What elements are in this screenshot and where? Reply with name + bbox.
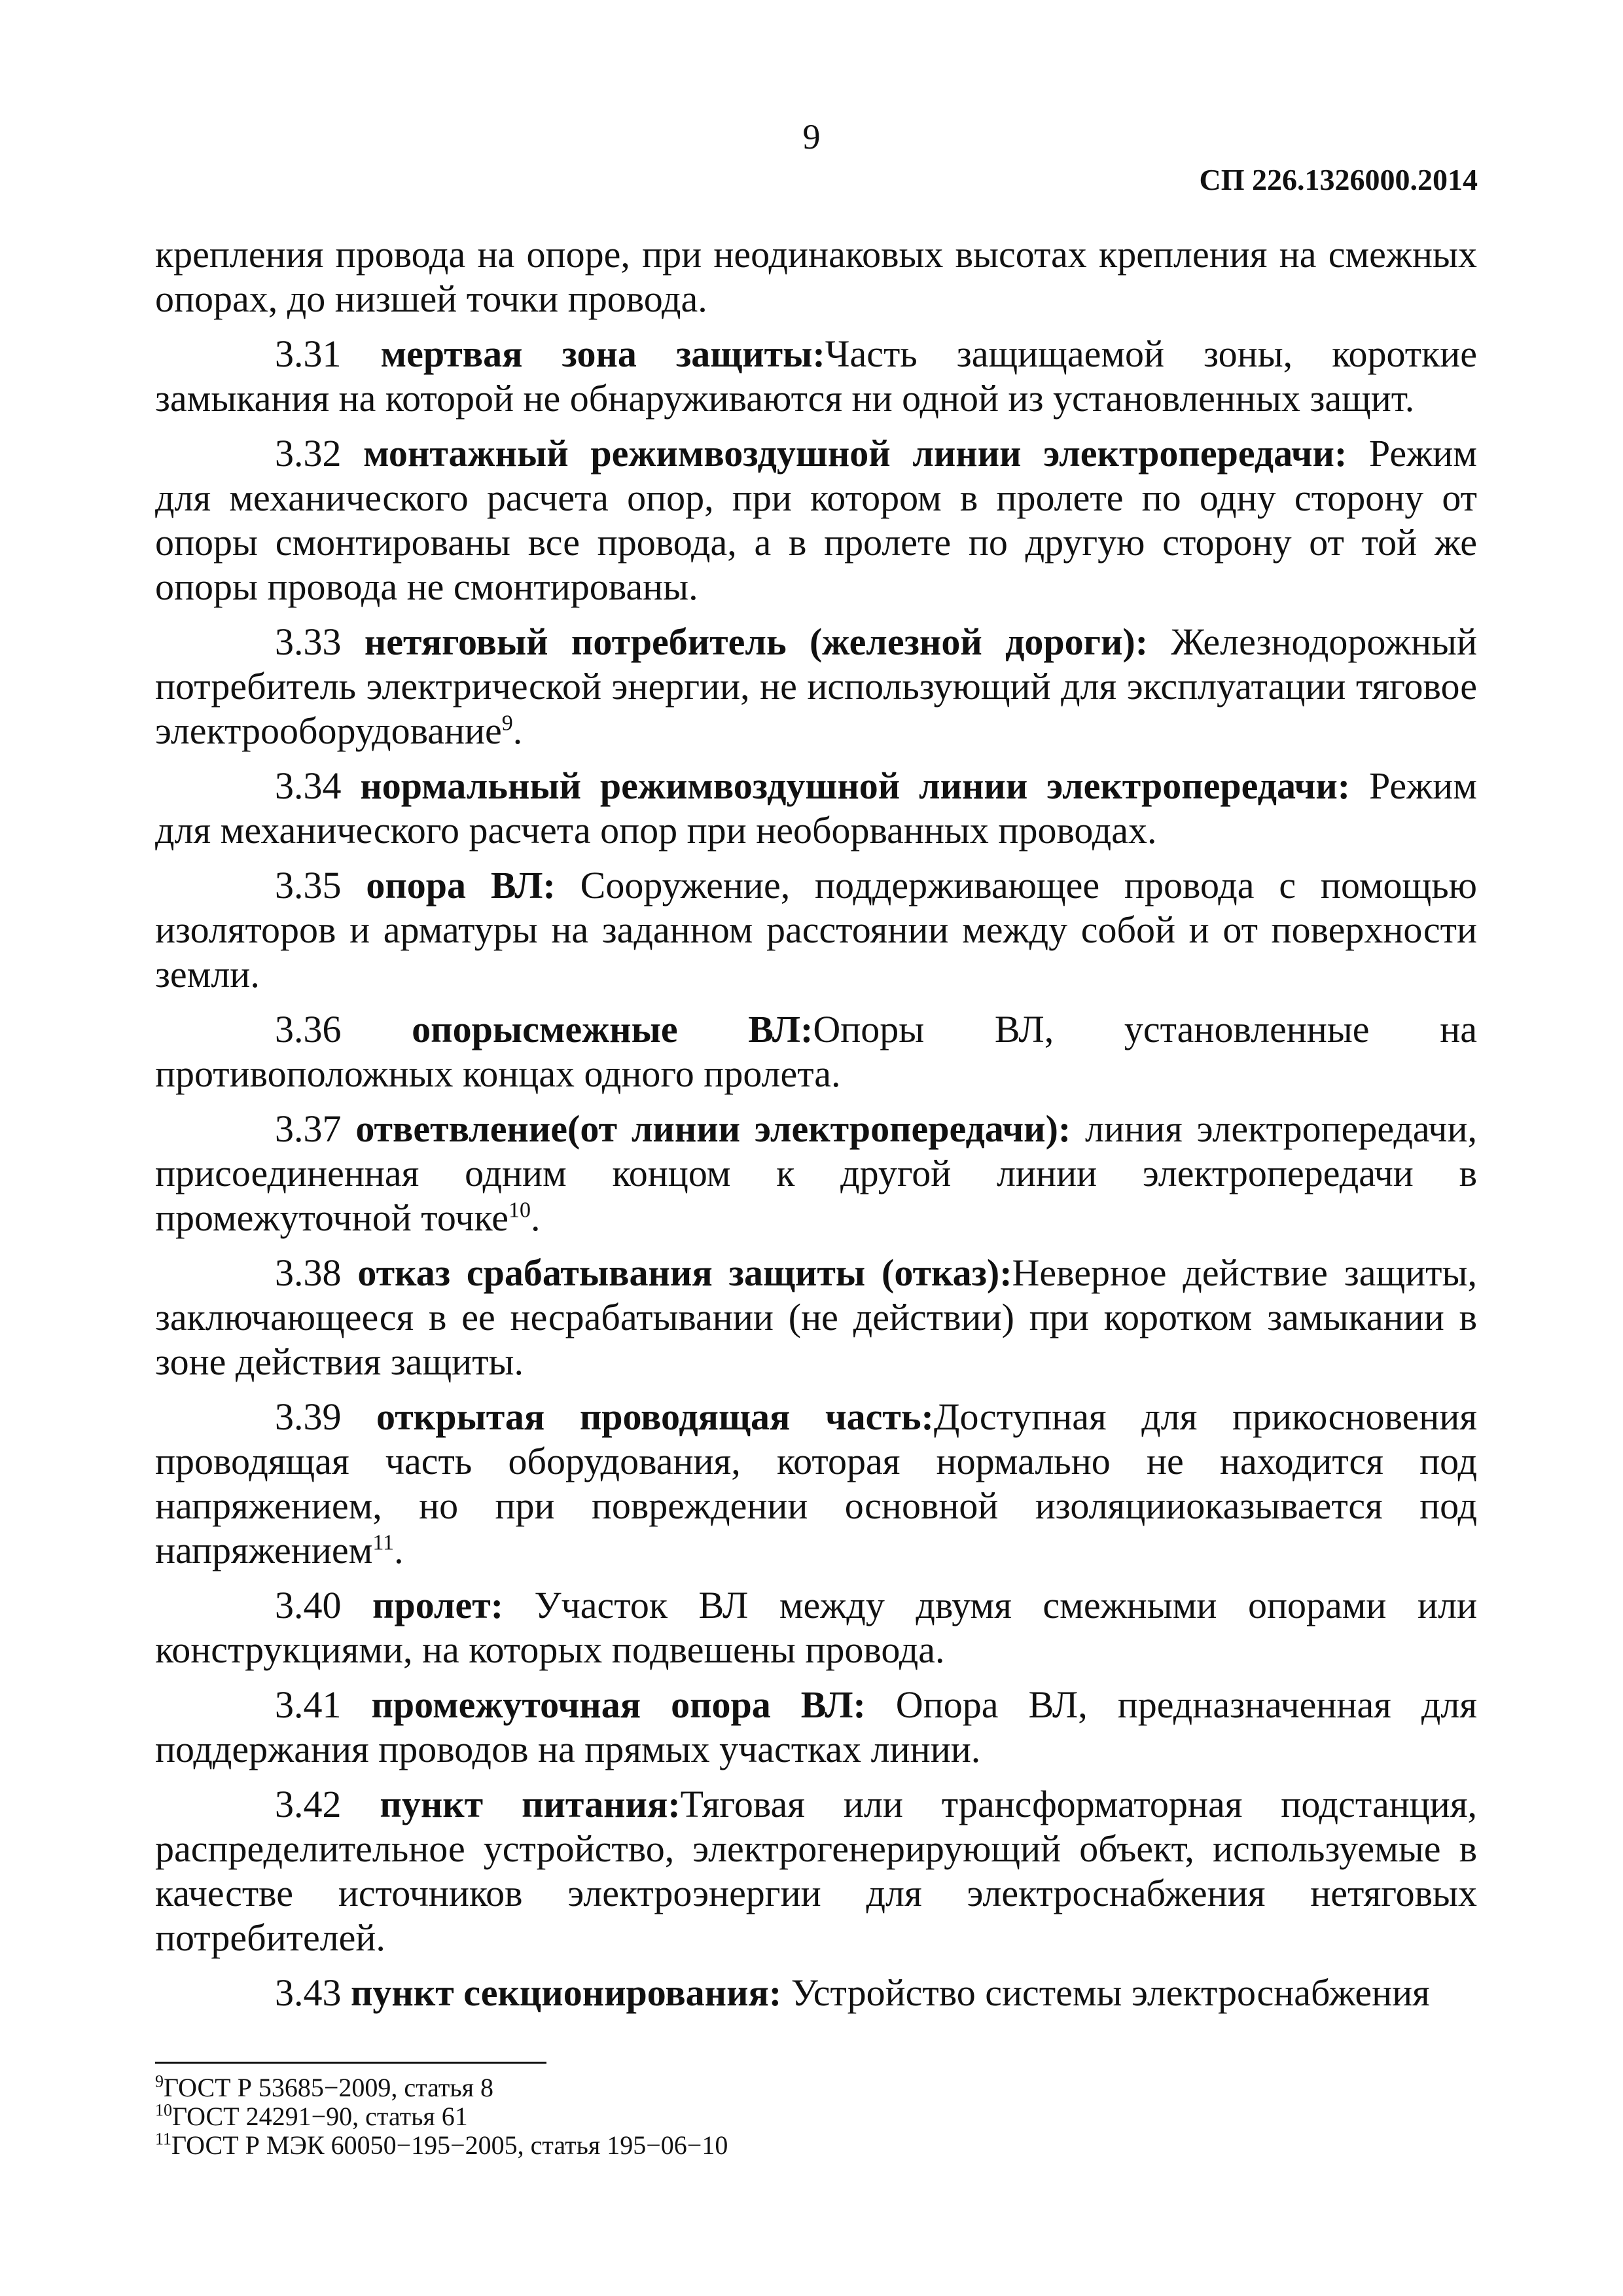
definition-entry xyxy=(155,1971,1477,2015)
entry-term: пункт питания: xyxy=(380,1783,681,1825)
entry-term: опора ВЛ: xyxy=(366,864,556,906)
entry-number: 3.34 xyxy=(275,764,342,807)
entry-term: монтажный режимвоздушной линии электропередачи: xyxy=(363,432,1347,475)
definition-entry: 3.37 ответвление(от линии электропередачи): линия электропередачи, присоединенная одним концом к другой линии электропередачи в промежуточной точке$^{10}$. xyxy=(155,1107,1477,1239)
entry-number: 3.40 xyxy=(275,1584,342,1626)
entry-definition: линия электропередачи, присоединенная одним концом к другой линии электропередачи в промежуточной точке xyxy=(155,1107,1477,1239)
document-body xyxy=(155,232,1477,2026)
definition-entry: 3.33 нетяговый потребитель (железной дороги): Железнодорожный потребитель электрической энергии, не использующий для эксплуатации тяговое электрооборудование$^9$. xyxy=(155,620,1478,752)
entry-definition: Часть защищаемой зоны, короткие замыкания на которой не обнаруживаются ни одной из установленных защит. xyxy=(155,332,1478,420)
entry-term: опорысмежные ВЛ: xyxy=(412,1008,813,1050)
entry-definition: Сооружение, поддерживающее провода с помощью изоляторов и арматуры на заданном расстоянии между собой и от поверхности земли. xyxy=(155,864,1477,996)
entry-number: 3.39 xyxy=(275,1395,342,1438)
entry-number: 3.38 xyxy=(275,1251,342,1294)
footnote-text: ГОСТ Р МЭК 60050−195−2005, статья 195−06−10 xyxy=(171,2130,728,2160)
footnote-text: ГОСТ 24291−90, статья 61 xyxy=(172,2102,468,2131)
entry-definition: Опоры ВЛ, установленные на противоположных концах одного пролета. xyxy=(155,1008,1477,1095)
footnote-text: ГОСТ Р 53685−2009, статья 8 xyxy=(164,2073,493,2102)
entry-term: ответвление(от линии электропередачи): xyxy=(355,1107,1071,1150)
entry-number: 3.35 xyxy=(275,864,342,906)
definition-entry xyxy=(155,1782,1477,1960)
continued-paragraph: крепления провода на опоре, при неодинаковых высотах крепления на смежных опорах, до низшей точки провода. xyxy=(155,233,1477,320)
definition-entry: 3.39 открытая проводящая часть:Доступная для прикосновения проводящая часть оборудования, которая нормально не находится под напряжением, но при повреждении основной изоляцииоказывается под напряжением$^{11}$. xyxy=(155,1395,1478,1571)
definition-entry xyxy=(155,863,1477,997)
entry-definition: Железнодорожный потребитель электрической энергии, не использующий для эксплуатации тяговое электрооборудование xyxy=(155,620,1478,752)
footnote-reference[interactable]: 11 xyxy=(372,1530,395,1555)
footnote-reference[interactable]: 9 xyxy=(501,711,513,736)
footnote-mark: 10 xyxy=(155,2100,172,2120)
definition-entry xyxy=(155,1683,1477,1772)
entry-definition: Режим для механического расчета опор, при котором в пролете по одну сторону от опоры смонтированы все провода, а в пролете по другую сторону от той же опоры провода не смонтированы. xyxy=(155,432,1477,608)
entry-definition: Устройство системы электроснабжения xyxy=(781,1971,1430,2014)
entry-number: 3.37 xyxy=(275,1107,342,1150)
page-number: 9 xyxy=(802,117,821,156)
entry-definition: Тяговая или трансформаторная подстанция, распределительное устройство, электрогенерирующий объект, используемые в качестве источников электроэнергии для электроснабжения нетяговых потребителей. xyxy=(155,1783,1478,1959)
document-code: СП 226.1326000.2014 xyxy=(1199,163,1478,196)
footnote-reference[interactable]: 10 xyxy=(508,1198,531,1223)
entry-term: пролет: xyxy=(372,1584,504,1626)
entry-definition: Опора ВЛ, предназначенная для поддержания проводов на прямых участках линии. xyxy=(155,1683,1477,1770)
footnote xyxy=(155,2131,1071,2160)
entry-definition: Участок ВЛ между двумя смежными опорами или конструкциями, на которых подвешены провода. xyxy=(155,1584,1477,1671)
entry-term: пункт секционирования: xyxy=(351,1971,782,2014)
footnote xyxy=(155,2073,1071,2102)
entry-term: отказ срабатывания защиты (отказ): xyxy=(357,1251,1012,1294)
footnote-mark: 9 xyxy=(155,2072,164,2091)
entry-number: 3.42 xyxy=(275,1783,342,1825)
entry-term: открытая проводящая часть: xyxy=(376,1395,934,1438)
definition-list xyxy=(155,332,1477,2015)
entry-term: мертвая зона защиты: xyxy=(380,332,825,375)
footnote-mark: 11 xyxy=(155,2129,172,2149)
entry-number: 3.41 xyxy=(275,1683,342,1726)
definition-entry xyxy=(155,764,1477,853)
definition-entry xyxy=(155,431,1477,609)
entry-number: 3.36 xyxy=(275,1008,342,1050)
entry-term: нормальный режимвоздушной линии электропередачи: xyxy=(360,764,1351,807)
entry-definition: Доступная для прикосновения проводящая часть оборудования, которая нормально не находится под напряжением, но при повреждении основной изоляцииоказывается под напряжением xyxy=(155,1395,1478,1571)
entry-number: 3.31 xyxy=(275,332,342,375)
footnote-separator xyxy=(155,2062,546,2064)
footnote xyxy=(155,2102,1071,2131)
entry-number: 3.32 xyxy=(275,432,342,475)
definition-entry xyxy=(155,1251,1477,1384)
entry-term: промежуточная опора ВЛ: xyxy=(371,1683,866,1726)
definition-entry xyxy=(155,1583,1477,1672)
footnotes xyxy=(155,2073,1071,2160)
definition-entry xyxy=(155,332,1477,421)
entry-term: нетяговый потребитель (железной дороги): xyxy=(364,620,1149,663)
entry-number: 3.33 xyxy=(275,620,342,663)
entry-number: 3.43 xyxy=(275,1971,342,2014)
definition-entry xyxy=(155,1007,1477,1096)
entry-definition: Неверное действие защиты, заключающееся в ее несрабатывании (не действии) при коротком замыкании в зоне действия защиты. xyxy=(155,1251,1477,1383)
entry-definition: Режим для механического расчета опор при необорванных проводах. xyxy=(155,764,1477,852)
